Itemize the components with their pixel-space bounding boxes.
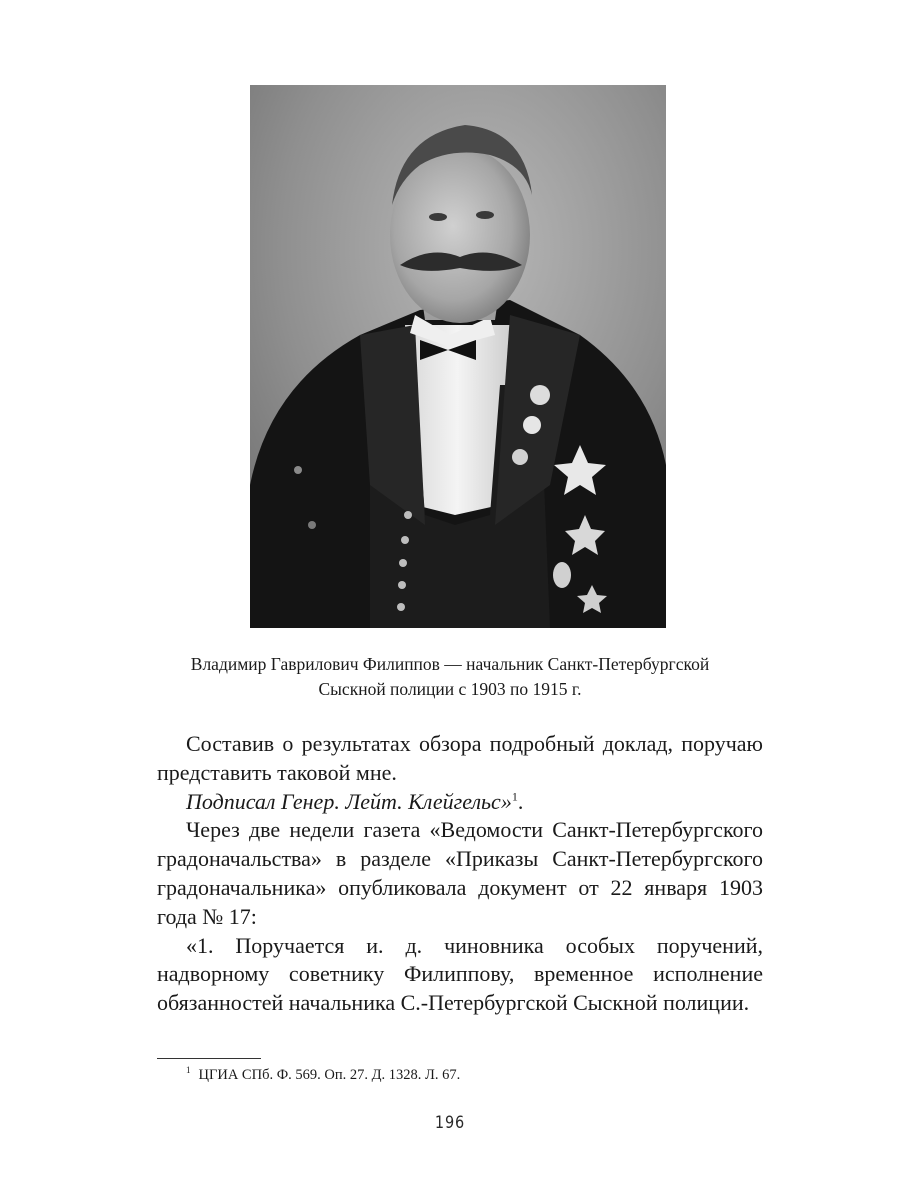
paragraph-2 xyxy=(157,788,763,817)
signature-text: Подписал Генер. Лейт. Клейгельс» xyxy=(186,788,512,814)
paragraph-4: «1. Поручается и. д. чиновника особых поручений, надворному советнику Филиппову, временное исполнение обязанностей начальника С.-Петербургской Сыскной полиции. xyxy=(157,932,763,1016)
page-number: 196 xyxy=(434,1113,466,1133)
footnote xyxy=(186,1065,746,1085)
paragraph-3: Через две недели газета «Ведомости Санкт-Петербургского градоначальства» в разделе «Приказы Санкт-Петербургского градоначальника» опубликовала документ от 22 января 1903 года № 17: xyxy=(157,817,763,929)
signature-period: . xyxy=(517,788,524,814)
footnote-rule xyxy=(157,1058,261,1059)
portrait-illustration xyxy=(250,85,666,628)
portrait-photo xyxy=(250,85,666,628)
figure-caption xyxy=(120,652,780,702)
paragraph-1: Составив о результатах обзора подробный доклад, поручаю представить таковой мне. xyxy=(157,731,763,785)
footnote-text: ЦГИА СПб. Ф. 569. Оп. 27. Д. 1328. Л. 67. xyxy=(198,1067,461,1083)
footnote-marker: 1 xyxy=(186,1065,191,1076)
caption-line-1: Владимир Гаврилович Филиппов — начальник Санкт-Петербургской xyxy=(190,654,710,674)
body-text xyxy=(157,730,763,1018)
footnote-ref[interactable]: 1 xyxy=(511,789,518,804)
caption-line-2: Сыскной полиции с 1903 по 1915 г. xyxy=(318,679,582,699)
